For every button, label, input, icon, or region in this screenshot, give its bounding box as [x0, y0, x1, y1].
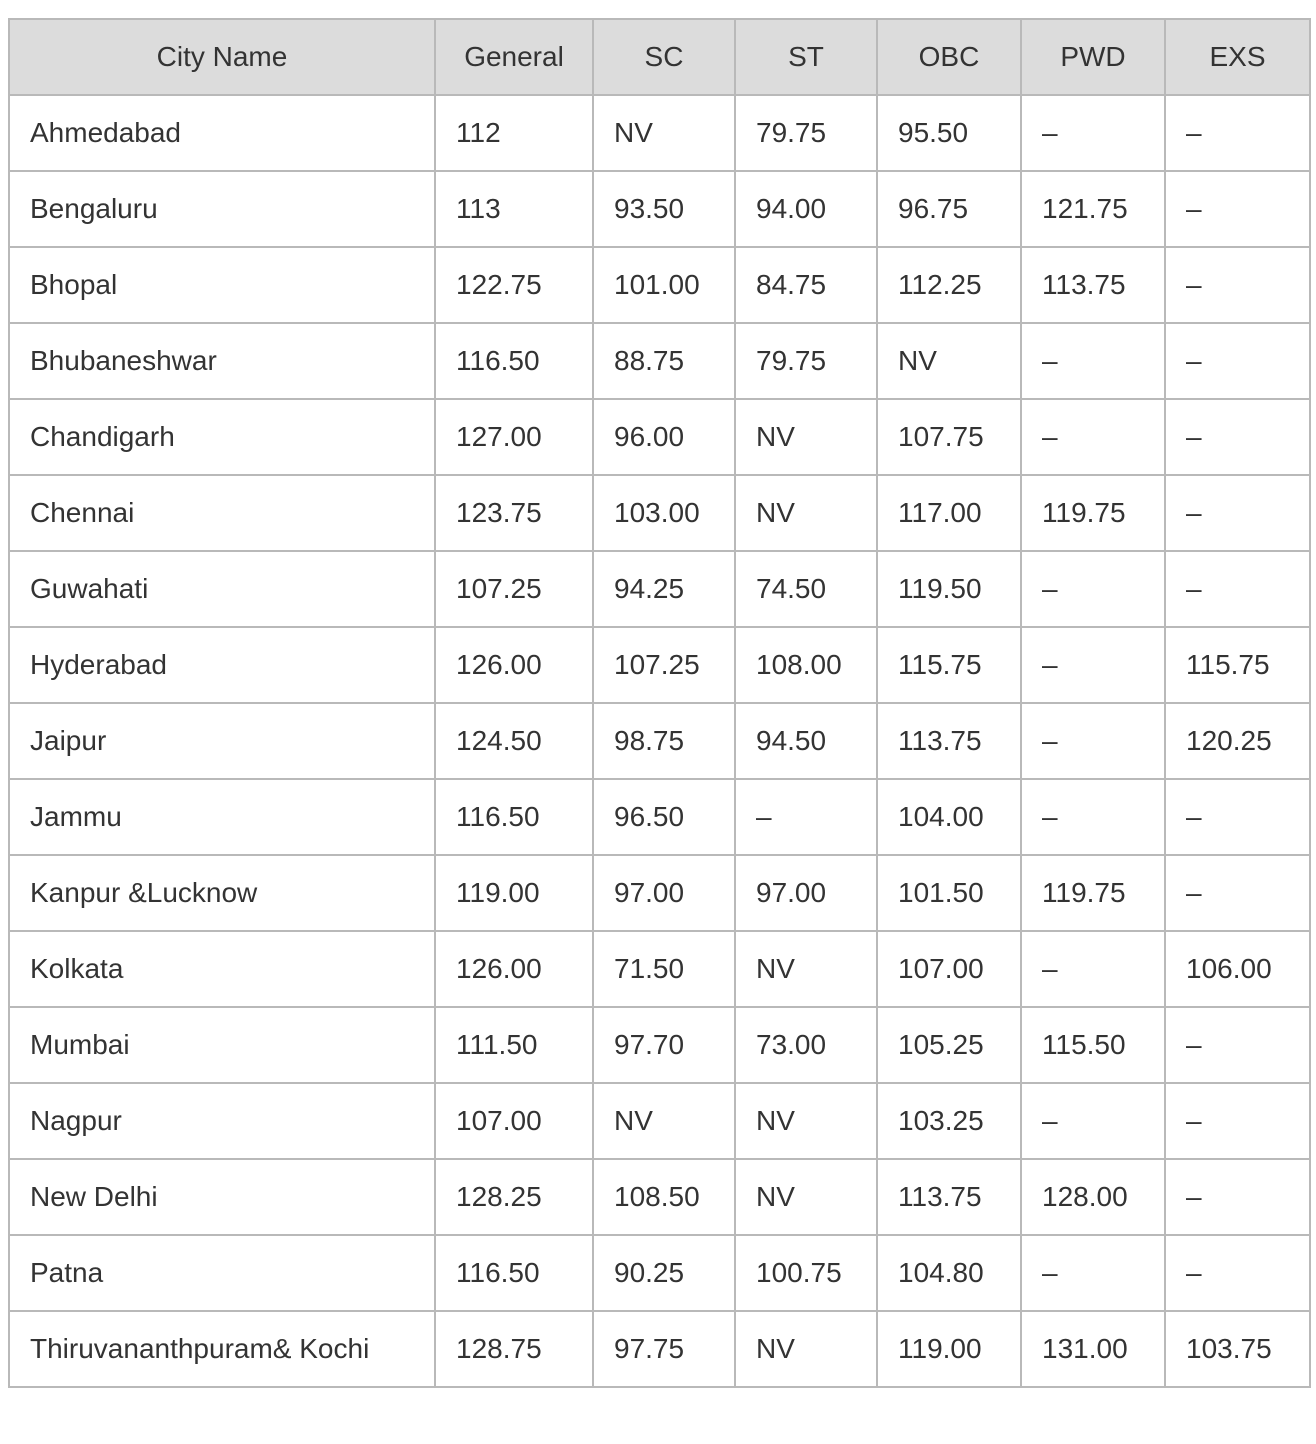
cell-city-name: Nagpur	[9, 1083, 435, 1159]
cell-city-name: Kanpur &Lucknow	[9, 855, 435, 931]
cell-general: 107.25	[435, 551, 593, 627]
table-row	[9, 1311, 1310, 1387]
cell-obc: NV	[877, 323, 1021, 399]
cell-exs: –	[1165, 1083, 1310, 1159]
table-row	[9, 247, 1310, 323]
header-city-name: City Name	[9, 19, 435, 95]
cell-city-name: Patna	[9, 1235, 435, 1311]
cell-pwd: –	[1021, 627, 1165, 703]
table-row	[9, 855, 1310, 931]
cell-obc: 115.75	[877, 627, 1021, 703]
cell-pwd: –	[1021, 95, 1165, 171]
cell-exs: –	[1165, 1235, 1310, 1311]
cell-general: 113	[435, 171, 593, 247]
cell-city-name: Kolkata	[9, 931, 435, 1007]
cell-exs: 106.00	[1165, 931, 1310, 1007]
cell-exs: –	[1165, 323, 1310, 399]
table-row	[9, 1159, 1310, 1235]
table-row	[9, 779, 1310, 855]
cell-sc: 96.50	[593, 779, 735, 855]
cell-pwd: –	[1021, 1235, 1165, 1311]
header-sc: SC	[593, 19, 735, 95]
cell-city-name: Jammu	[9, 779, 435, 855]
cell-sc: 108.50	[593, 1159, 735, 1235]
cell-obc: 113.75	[877, 1159, 1021, 1235]
cell-exs: –	[1165, 95, 1310, 171]
cell-pwd: –	[1021, 1083, 1165, 1159]
cell-sc: NV	[593, 95, 735, 171]
cell-obc: 101.50	[877, 855, 1021, 931]
cell-city-name: Bengaluru	[9, 171, 435, 247]
cell-pwd: 128.00	[1021, 1159, 1165, 1235]
cell-general: 111.50	[435, 1007, 593, 1083]
cell-general: 107.00	[435, 1083, 593, 1159]
table-row	[9, 931, 1310, 1007]
cell-exs: –	[1165, 475, 1310, 551]
cell-sc: 103.00	[593, 475, 735, 551]
cell-exs: –	[1165, 171, 1310, 247]
cell-pwd: –	[1021, 551, 1165, 627]
cell-general: 127.00	[435, 399, 593, 475]
cell-city-name: Ahmedabad	[9, 95, 435, 171]
cell-obc: 104.80	[877, 1235, 1021, 1311]
cell-obc: 96.75	[877, 171, 1021, 247]
cell-obc: 112.25	[877, 247, 1021, 323]
table-row	[9, 551, 1310, 627]
cell-st: NV	[735, 1083, 877, 1159]
cell-general: 116.50	[435, 1235, 593, 1311]
header-exs: EXS	[1165, 19, 1310, 95]
header-general: General	[435, 19, 593, 95]
cell-pwd: 131.00	[1021, 1311, 1165, 1387]
cell-sc: 97.75	[593, 1311, 735, 1387]
cell-st: 97.00	[735, 855, 877, 931]
cell-st: 73.00	[735, 1007, 877, 1083]
cell-sc: 101.00	[593, 247, 735, 323]
cell-exs: –	[1165, 247, 1310, 323]
cutoff-table-container	[8, 18, 1311, 1388]
cell-st: NV	[735, 475, 877, 551]
cell-obc: 113.75	[877, 703, 1021, 779]
table-row	[9, 95, 1310, 171]
cell-obc: 117.00	[877, 475, 1021, 551]
cell-obc: 119.00	[877, 1311, 1021, 1387]
cell-st: 74.50	[735, 551, 877, 627]
cell-city-name: Guwahati	[9, 551, 435, 627]
cell-pwd: 119.75	[1021, 475, 1165, 551]
table-row	[9, 1007, 1310, 1083]
cell-exs: –	[1165, 855, 1310, 931]
cell-st: NV	[735, 1159, 877, 1235]
table-row	[9, 171, 1310, 247]
cell-general: 126.00	[435, 931, 593, 1007]
cell-sc: 93.50	[593, 171, 735, 247]
cell-st: 84.75	[735, 247, 877, 323]
cell-city-name: Jaipur	[9, 703, 435, 779]
header-row	[9, 19, 1310, 95]
cell-exs: –	[1165, 779, 1310, 855]
table-row	[9, 399, 1310, 475]
cell-general: 123.75	[435, 475, 593, 551]
cell-st: 79.75	[735, 323, 877, 399]
cell-general: 126.00	[435, 627, 593, 703]
cell-city-name: Mumbai	[9, 1007, 435, 1083]
cell-st: 108.00	[735, 627, 877, 703]
header-st: ST	[735, 19, 877, 95]
cell-obc: 95.50	[877, 95, 1021, 171]
cell-st: 94.00	[735, 171, 877, 247]
cell-sc: 107.25	[593, 627, 735, 703]
cell-general: 128.25	[435, 1159, 593, 1235]
cell-sc: NV	[593, 1083, 735, 1159]
cell-obc: 107.75	[877, 399, 1021, 475]
cell-st: NV	[735, 1311, 877, 1387]
cell-st: NV	[735, 931, 877, 1007]
cell-st: 94.50	[735, 703, 877, 779]
cell-st: 100.75	[735, 1235, 877, 1311]
cell-exs: 103.75	[1165, 1311, 1310, 1387]
cell-exs: –	[1165, 1159, 1310, 1235]
header-obc: OBC	[877, 19, 1021, 95]
cutoff-table	[8, 18, 1311, 1388]
cell-obc: 103.25	[877, 1083, 1021, 1159]
cell-general: 124.50	[435, 703, 593, 779]
cell-sc: 97.70	[593, 1007, 735, 1083]
cell-sc: 71.50	[593, 931, 735, 1007]
cell-city-name: Thiruvananthpuram& Kochi	[9, 1311, 435, 1387]
cell-pwd: –	[1021, 703, 1165, 779]
cell-exs: 120.25	[1165, 703, 1310, 779]
cell-sc: 90.25	[593, 1235, 735, 1311]
cell-pwd: –	[1021, 931, 1165, 1007]
cell-general: 122.75	[435, 247, 593, 323]
cell-st: 79.75	[735, 95, 877, 171]
cell-pwd: 115.50	[1021, 1007, 1165, 1083]
cell-sc: 88.75	[593, 323, 735, 399]
cell-sc: 98.75	[593, 703, 735, 779]
cell-sc: 94.25	[593, 551, 735, 627]
table-body	[9, 95, 1310, 1387]
cell-general: 116.50	[435, 779, 593, 855]
cell-sc: 96.00	[593, 399, 735, 475]
cell-st: –	[735, 779, 877, 855]
cell-general: 116.50	[435, 323, 593, 399]
table-row	[9, 323, 1310, 399]
cell-pwd: –	[1021, 323, 1165, 399]
cell-general: 128.75	[435, 1311, 593, 1387]
cell-pwd: 121.75	[1021, 171, 1165, 247]
cell-pwd: –	[1021, 399, 1165, 475]
table-row	[9, 627, 1310, 703]
table-row	[9, 475, 1310, 551]
cell-city-name: Chennai	[9, 475, 435, 551]
cell-exs: –	[1165, 1007, 1310, 1083]
cell-pwd: –	[1021, 779, 1165, 855]
table-row	[9, 1235, 1310, 1311]
table-header	[9, 19, 1310, 95]
table-row	[9, 1083, 1310, 1159]
cell-city-name: Bhopal	[9, 247, 435, 323]
cell-city-name: Bhubaneshwar	[9, 323, 435, 399]
header-pwd: PWD	[1021, 19, 1165, 95]
cell-exs: –	[1165, 399, 1310, 475]
cell-obc: 119.50	[877, 551, 1021, 627]
cell-obc: 105.25	[877, 1007, 1021, 1083]
cell-city-name: Hyderabad	[9, 627, 435, 703]
cell-sc: 97.00	[593, 855, 735, 931]
cell-exs: 115.75	[1165, 627, 1310, 703]
cell-city-name: Chandigarh	[9, 399, 435, 475]
cell-exs: –	[1165, 551, 1310, 627]
cell-general: 112	[435, 95, 593, 171]
cell-obc: 104.00	[877, 779, 1021, 855]
cell-obc: 107.00	[877, 931, 1021, 1007]
table-row	[9, 703, 1310, 779]
cell-pwd: 113.75	[1021, 247, 1165, 323]
cell-st: NV	[735, 399, 877, 475]
cell-city-name: New Delhi	[9, 1159, 435, 1235]
cell-general: 119.00	[435, 855, 593, 931]
cell-pwd: 119.75	[1021, 855, 1165, 931]
